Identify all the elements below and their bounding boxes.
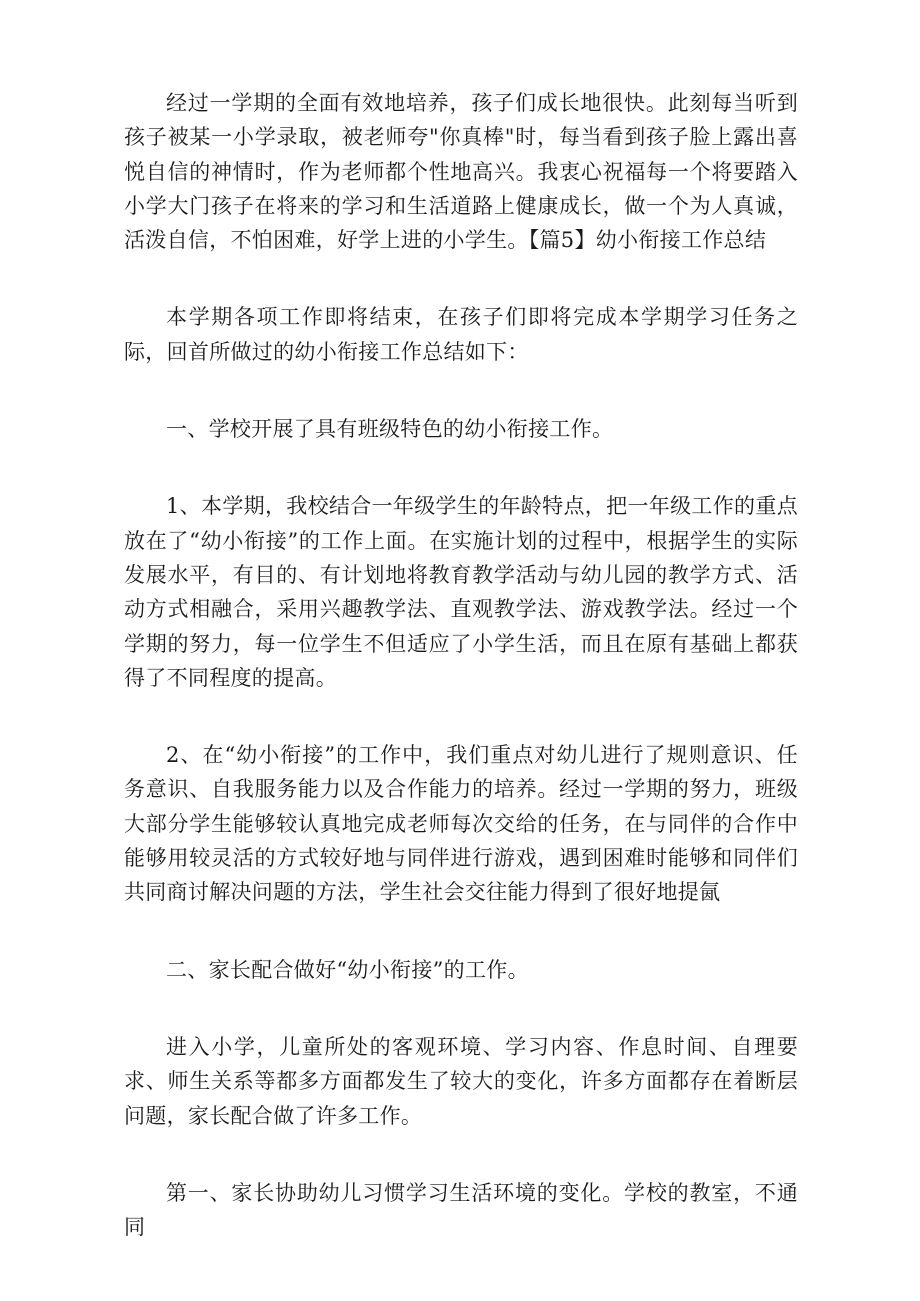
section-heading-2: 二、家长配合做好“幼小衔接”的工作。 — [166, 957, 529, 982]
paragraph-gap — [124, 1133, 798, 1176]
paragraph-intro: 本学期各项工作即将结束，在孩子们即将完成本学期学习任务之际，回首所做过的幼小衔接工作总结如下： — [124, 305, 798, 364]
paragraph-closing-summary: 经过一学期的全面有效地培养，孩子们成长地很快。此刻每当听到孩子被某一小学录取，被老师夸"你真棒"时，每当看到孩子脸上露出喜悦自信的神情时，作为老师都个性地高兴。我衷心祝福每一个将要踏入小学大门孩子在将来的学习和生活道路上健康成长，做一个为人真诚，活泼自信，不怕困难，好学上进的小学生。【篇5】幼小衔接工作总结 — [124, 91, 798, 253]
paragraph-gap — [124, 695, 798, 738]
section-heading-1: 一、学校开展了具有班级特色的幼小衔接工作。 — [166, 417, 614, 442]
paragraph-first-item: 第一、家长协助幼儿习惯学习生活环境的变化。学校的教室，不通同 — [124, 1180, 798, 1240]
paragraph-gap — [124, 987, 798, 1030]
paragraph-gap — [124, 257, 798, 300]
paragraph-gap — [124, 369, 798, 412]
paragraph-point-2: 2、在“幼小衔接”的工作中，我们重点对幼儿进行了规则意识、任务意识、自我服务能力以及合作能力的培养。经过一学期的努力，班级大部分学生能够较认真地完成老师每次交给的任务，在与同伴的合作中能够用较灵活的方式较好地与同伴进行游戏，遇到困难时能够和同伴们共同商讨解决问题的方法，学生社会交往能力得到了很好地提氤 — [124, 743, 798, 905]
paragraph-gap — [124, 446, 798, 489]
paragraph-gap — [124, 910, 798, 953]
paragraph-point-1: 1、本学期，我校结合一年级学生的年龄特点，把一年级工作的重点放在了“幼小衔接”的工作上面。在实施计划的过程中，根据学生的实际发展水平，有目的、有计划地将教育教学活动与幼儿园的教学方式、活动方式相融合，采用兴趣教学法、直观教学法、游戏教学法。经过一个学期的努力，每一位学生不但适应了小学生活，而且在原有基础上都获得了不同程度的提高。 — [124, 494, 798, 690]
paragraph-environment: 进入小学，儿童所处的客观环境、学习内容、作息时间、自理要求、师生关系等都多方面都发生了较大的变化，许多方面都存在着断层问题，家长配合做了许多工作。 — [124, 1034, 798, 1128]
document-page — [124, 86, 798, 1244]
